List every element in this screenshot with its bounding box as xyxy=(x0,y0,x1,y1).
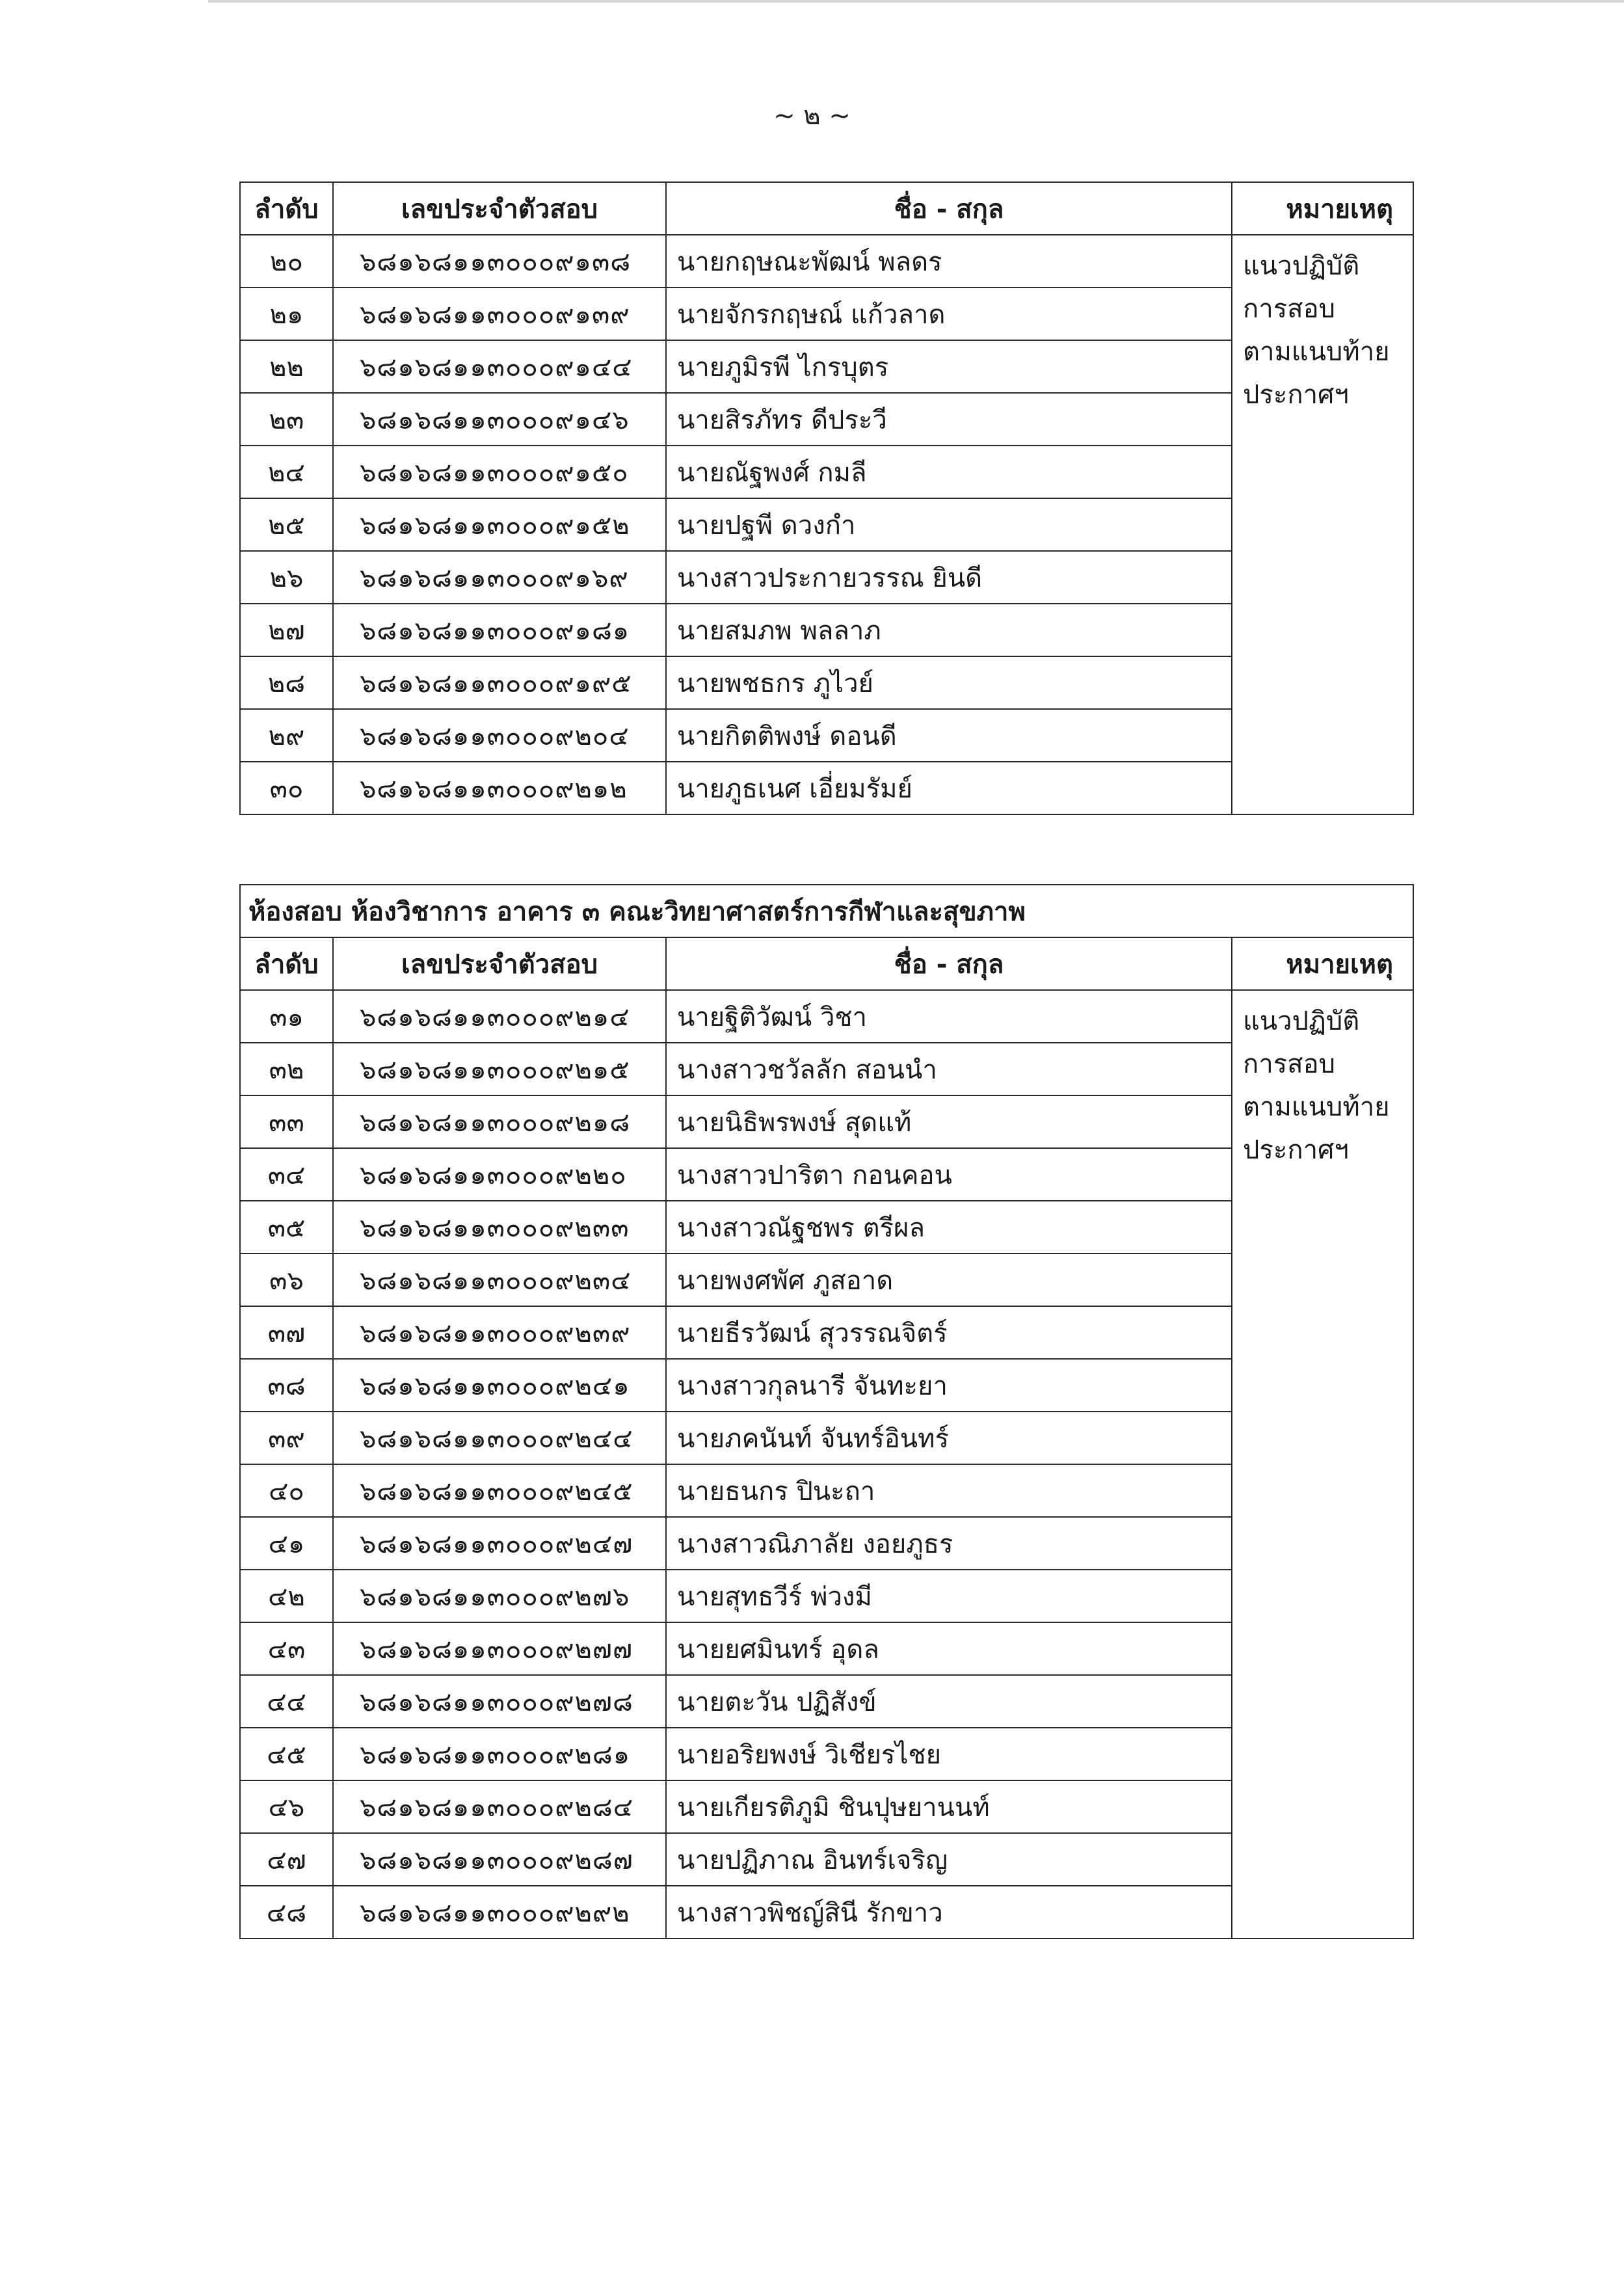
room-value: ห้องวิชาการ อาคาร ๓ คณะวิทยาศาสตร์การกีฬาและสุขภาพ xyxy=(351,896,1026,927)
room-caption-row xyxy=(240,885,1413,937)
row-order: ๔๔ xyxy=(240,1675,333,1728)
table-row xyxy=(240,990,1413,1043)
row-name: นายธีรวัฒน์ สุวรรณจิตร์ xyxy=(666,1306,1232,1359)
row-order: ๓๔ xyxy=(240,1148,333,1201)
page-number: ~ ๒ ~ xyxy=(773,101,851,131)
row-exam-id: ๖๘๑๖๘๑๑๓๐๐๐๙๒๗๖ xyxy=(333,1570,666,1622)
row-name: นายเกียรติภูมิ ชินปุษยานนท์ xyxy=(666,1780,1232,1833)
row-exam-id: ๖๘๑๖๘๑๑๓๐๐๐๙๑๔๔ xyxy=(333,340,666,393)
row-name: นางสาวชวัลลัก สอนนำ xyxy=(666,1043,1232,1095)
row-exam-id: ๖๘๑๖๘๑๑๓๐๐๐๙๒๘๑ xyxy=(333,1728,666,1780)
row-name: นางสาวปาริตา กอนคอน xyxy=(666,1148,1232,1201)
row-name: นางสาวณัฐชพร ตรีผล xyxy=(666,1201,1232,1254)
row-exam-id: ๖๘๑๖๘๑๑๓๐๐๐๙๑๙๕ xyxy=(333,656,666,709)
row-exam-id: ๖๘๑๖๘๑๑๓๐๐๐๙๒๔๔ xyxy=(333,1412,666,1464)
row-name: นายกิตติพงษ์ ดอนดี xyxy=(666,709,1232,762)
table-body xyxy=(240,990,1413,1938)
row-exam-id: ๖๘๑๖๘๑๑๓๐๐๐๙๑๖๙ xyxy=(333,551,666,604)
row-exam-id: ๖๘๑๖๘๑๑๓๐๐๐๙๒๑๕ xyxy=(333,1043,666,1095)
row-exam-id: ๖๘๑๖๘๑๑๓๐๐๐๙๒๓๓ xyxy=(333,1201,666,1254)
row-name: นายพงศพัศ ภูสอาด xyxy=(666,1254,1232,1306)
row-order: ๒๒ xyxy=(240,340,333,393)
row-order: ๔๐ xyxy=(240,1464,333,1517)
room-caption xyxy=(240,885,1413,937)
row-name: นายภคนันท์ จันทร์อินทร์ xyxy=(666,1412,1232,1464)
row-exam-id: ๖๘๑๖๘๑๑๓๐๐๐๙๒๓๔ xyxy=(333,1254,666,1306)
header-note: หมายเหตุ xyxy=(1232,182,1413,235)
row-exam-id: ๖๘๑๖๘๑๑๓๐๐๐๙๒๗๗ xyxy=(333,1622,666,1675)
row-exam-id: ๖๘๑๖๘๑๑๓๐๐๐๙๑๔๖ xyxy=(333,393,666,446)
row-name: นายณัฐพงศ์ กมลี xyxy=(666,446,1232,498)
row-order: ๔๘ xyxy=(240,1886,333,1938)
header-order: ลำดับ xyxy=(240,182,333,235)
row-order: ๓๕ xyxy=(240,1201,333,1254)
header-note: หมายเหตุ xyxy=(1232,937,1413,990)
row-order: ๓๑ xyxy=(240,990,333,1043)
exam-roster-table-2 xyxy=(239,884,1414,1939)
row-note xyxy=(1232,235,1413,814)
row-exam-id: ๖๘๑๖๘๑๑๓๐๐๐๙๒๓๙ xyxy=(333,1306,666,1359)
row-order: ๔๒ xyxy=(240,1570,333,1622)
table-body xyxy=(240,235,1413,814)
row-order: ๒๐ xyxy=(240,235,333,288)
row-order: ๓๓ xyxy=(240,1095,333,1148)
row-exam-id: ๖๘๑๖๘๑๑๓๐๐๐๙๒๑๘ xyxy=(333,1095,666,1148)
note-line: การสอบ xyxy=(1243,1049,1335,1079)
row-name: นายตะวัน ปฏิสังข์ xyxy=(666,1675,1232,1728)
row-order: ๔๓ xyxy=(240,1622,333,1675)
row-exam-id: ๖๘๑๖๘๑๑๓๐๐๐๙๒๔๕ xyxy=(333,1464,666,1517)
row-exam-id: ๖๘๑๖๘๑๑๓๐๐๐๙๒๔๗ xyxy=(333,1517,666,1570)
note-line: แนวปฏิบัติ xyxy=(1243,1006,1360,1036)
row-order: ๒๓ xyxy=(240,393,333,446)
row-order: ๔๕ xyxy=(240,1728,333,1780)
note-line: ตามแนบท้าย xyxy=(1243,1092,1390,1122)
row-name: นายนิธิพรพงษ์ สุดแท้ xyxy=(666,1095,1232,1148)
note-line: แนวปฏิบัติ xyxy=(1243,251,1360,281)
row-name: นางสาวณิภาลัย งอยภูธร xyxy=(666,1517,1232,1570)
row-order: ๓๙ xyxy=(240,1412,333,1464)
row-exam-id: ๖๘๑๖๘๑๑๓๐๐๐๙๑๕๒ xyxy=(333,498,666,551)
row-order: ๔๑ xyxy=(240,1517,333,1570)
row-exam-id: ๖๘๑๖๘๑๑๓๐๐๐๙๑๓๙ xyxy=(333,288,666,340)
row-name: นายพชธกร ภูไวย์ xyxy=(666,656,1232,709)
row-order: ๒๕ xyxy=(240,498,333,551)
row-order: ๓๘ xyxy=(240,1359,333,1412)
row-order: ๒๘ xyxy=(240,656,333,709)
row-note xyxy=(1232,990,1413,1938)
row-exam-id: ๖๘๑๖๘๑๑๓๐๐๐๙๒๐๔ xyxy=(333,709,666,762)
row-name: นายกฤษณะพัฒน์ พลดร xyxy=(666,235,1232,288)
row-exam-id: ๖๘๑๖๘๑๑๓๐๐๐๙๒๑๔ xyxy=(333,990,666,1043)
exam-roster-table-1 xyxy=(239,181,1414,815)
row-name: นายปฏิภาณ อินทร์เจริญ xyxy=(666,1833,1232,1886)
row-exam-id: ๖๘๑๖๘๑๑๓๐๐๐๙๒๑๒ xyxy=(333,762,666,814)
row-order: ๓๐ xyxy=(240,762,333,814)
row-order: ๒๖ xyxy=(240,551,333,604)
row-exam-id: ๖๘๑๖๘๑๑๓๐๐๐๙๒๘๔ xyxy=(333,1780,666,1833)
table-row xyxy=(240,235,1413,288)
note-line: ประกาศฯ xyxy=(1243,380,1349,410)
row-order: ๔๗ xyxy=(240,1833,333,1886)
row-name: นายปฐพี ดวงกำ xyxy=(666,498,1232,551)
row-name: นายจักรกฤษณ์ แก้วลาด xyxy=(666,288,1232,340)
header-exam-id: เลขประจำตัวสอบ xyxy=(333,937,666,990)
row-name: นายสิรภัทร ดีประวี xyxy=(666,393,1232,446)
row-name: นายสมภพ พลลาภ xyxy=(666,604,1232,656)
note-line: ตามแนบท้าย xyxy=(1243,337,1390,367)
row-exam-id: ๖๘๑๖๘๑๑๓๐๐๐๙๒๘๗ xyxy=(333,1833,666,1886)
row-name: นายภูมิรพี ไกรบุตร xyxy=(666,340,1232,393)
row-exam-id: ๖๘๑๖๘๑๑๓๐๐๐๙๑๘๑ xyxy=(333,604,666,656)
row-order: ๓๗ xyxy=(240,1306,333,1359)
row-name: นายธนกร ปินะถา xyxy=(666,1464,1232,1517)
row-exam-id: ๖๘๑๖๘๑๑๓๐๐๐๙๑๕๐ xyxy=(333,446,666,498)
row-order: ๓๒ xyxy=(240,1043,333,1095)
header-order: ลำดับ xyxy=(240,937,333,990)
note-line: การสอบ xyxy=(1243,294,1335,324)
header-row xyxy=(240,182,1413,235)
row-exam-id: ๖๘๑๖๘๑๑๓๐๐๐๙๒๙๒ xyxy=(333,1886,666,1938)
header-row xyxy=(240,937,1413,990)
row-name: นางสาวพิชญ์สินี รักขาว xyxy=(666,1886,1232,1938)
row-exam-id: ๖๘๑๖๘๑๑๓๐๐๐๙๒๔๑ xyxy=(333,1359,666,1412)
room-label: ห้องสอบ xyxy=(248,896,342,927)
scan-edge xyxy=(208,0,1624,3)
row-name: นายภูธเนศ เอี่ยมรัมย์ xyxy=(666,762,1232,814)
row-name: นายฐิติวัฒน์ วิชา xyxy=(666,990,1232,1043)
row-order: ๔๖ xyxy=(240,1780,333,1833)
row-exam-id: ๖๘๑๖๘๑๑๓๐๐๐๙๒๒๐ xyxy=(333,1148,666,1201)
row-order: ๒๙ xyxy=(240,709,333,762)
row-name: นายสุทธวีร์ พ่วงมี xyxy=(666,1570,1232,1622)
row-name: นายอริยพงษ์ วิเชียรไชย xyxy=(666,1728,1232,1780)
row-order: ๓๖ xyxy=(240,1254,333,1306)
header-exam-id: เลขประจำตัวสอบ xyxy=(333,182,666,235)
row-exam-id: ๖๘๑๖๘๑๑๓๐๐๐๙๑๓๘ xyxy=(333,235,666,288)
row-name: นางสาวประกายวรรณ ยินดี xyxy=(666,551,1232,604)
row-order: ๒๗ xyxy=(240,604,333,656)
row-name: นางสาวกุลนารี จันทะยา xyxy=(666,1359,1232,1412)
note-line: ประกาศฯ xyxy=(1243,1135,1349,1165)
row-order: ๒๑ xyxy=(240,288,333,340)
row-order: ๒๔ xyxy=(240,446,333,498)
header-name: ชื่อ - สกุล xyxy=(666,182,1232,235)
row-name: นายยศมินทร์ อุดล xyxy=(666,1622,1232,1675)
header-name: ชื่อ - สกุล xyxy=(666,937,1232,990)
row-exam-id: ๖๘๑๖๘๑๑๓๐๐๐๙๒๗๘ xyxy=(333,1675,666,1728)
